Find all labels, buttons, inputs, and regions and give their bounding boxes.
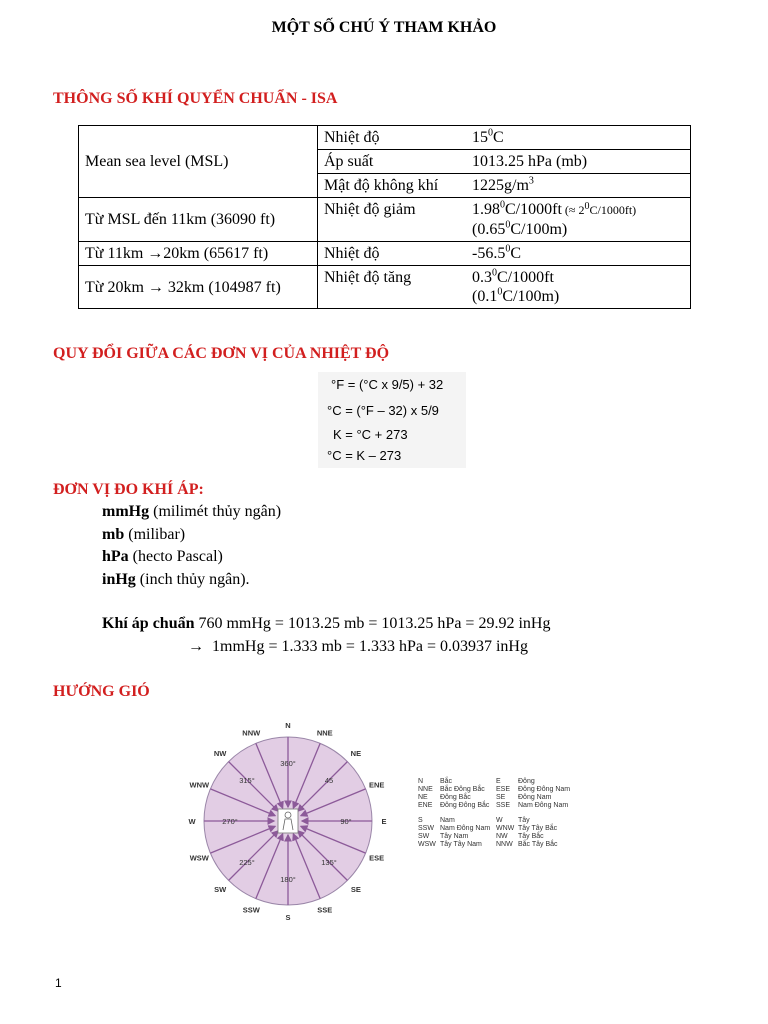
legend-group-north: [418, 778, 608, 810]
legend-row: [418, 841, 608, 849]
legend-row: [418, 794, 608, 802]
legend-row: [418, 825, 608, 833]
param-label: Nhiệt độ: [324, 129, 380, 146]
legend-code: NE: [418, 794, 428, 801]
compass-label-ese: ESE: [369, 853, 385, 863]
param-label: Nhiệt độ giảm: [324, 201, 416, 218]
arrow-icon: →: [147, 278, 164, 296]
formula-k-to-c: °C = K – 273: [327, 448, 402, 463]
arrow-icon: →: [147, 245, 164, 262]
param-value-secondary: $(0.1^0C/100m)$: [472, 286, 560, 305]
legend-code: SW: [418, 833, 430, 840]
legend-code: N: [418, 778, 424, 785]
legend-code: SSW: [418, 825, 434, 832]
legend-meaning: Tây Bắc: [518, 833, 544, 840]
msl-label: Mean sea level (MSL): [79, 126, 318, 198]
legend-meaning: Tây: [518, 817, 530, 824]
wind-heading: HƯỚNG GIÓ: [53, 683, 150, 700]
layer-tropopause: [318, 242, 691, 266]
legend-row: [418, 833, 608, 841]
legend-code: NNE: [418, 786, 433, 793]
legend-meaning: Tây Nam: [440, 833, 469, 840]
compass-label-n: N: [285, 721, 291, 730]
compass-label-wsw: WSW: [189, 853, 209, 863]
compass-label-ssw: SSW: [242, 905, 260, 915]
legend-meaning: Bắc Tây Bắc: [518, 841, 558, 848]
param-value: $15^0C$: [472, 127, 504, 146]
param-label: Nhiệt độ tăng: [324, 269, 412, 286]
param-label: Mật độ không khí: [324, 177, 439, 194]
compass-label-sw: SW: [214, 884, 227, 894]
legend-code: E: [496, 778, 501, 785]
compass-label-wnw: WNW: [189, 780, 210, 790]
param-value-secondary: (0.65$^0$C/100m): [472, 219, 568, 238]
degree-label: 315°: [239, 775, 255, 785]
legend-code: SSE: [496, 802, 511, 809]
param-value: -56.5$^0$C: [472, 243, 521, 262]
param-value: 1.98$^0$C/1000ft (≈ $2^0C/1000ft$): [472, 199, 637, 218]
legend-meaning: Đông Bắc: [440, 794, 471, 801]
msl-row-density: [318, 174, 691, 198]
legend-meaning: Nam Đông Nam: [440, 825, 491, 832]
legend-code: ESE: [496, 786, 511, 793]
param-label: Nhiệt độ: [324, 245, 380, 262]
compass-rose: [160, 715, 420, 925]
compass-label-e: E: [381, 817, 387, 826]
layer-range-stratosphere: Từ 20km → 32km (104987 ft): [79, 266, 318, 309]
layer-troposphere: [318, 198, 691, 242]
unit-inhg: inHg (inch thủy ngân).: [102, 571, 250, 588]
standard-pressure-label: Khí áp chuẩn: [102, 615, 195, 632]
temperature-heading: QUY ĐỔI GIỮA CÁC ĐƠN VỊ CỦA NHIỆT ĐỘ: [53, 345, 390, 362]
isa-heading: THÔNG SỐ KHÍ QUYỂN CHUẨN - ISA: [53, 90, 338, 107]
legend-row: [418, 802, 608, 810]
page-number: 1: [55, 976, 62, 990]
compass-label-se: SE: [350, 884, 361, 894]
isa-table: [78, 125, 691, 309]
pressure-conversion: → 1mmHg = 1.333 mb = 1.333 hPa = 0.03937 inHg: [188, 638, 528, 655]
param-label: Áp suất: [324, 153, 374, 170]
compass-label-ene: ENE: [368, 780, 385, 790]
legend-meaning: Bắc: [440, 778, 453, 785]
legend-meaning: Bắc Đông Bắc: [440, 786, 485, 793]
formula-box: [318, 372, 466, 468]
compass-legend: [418, 778, 608, 849]
degree-label: 90°: [340, 817, 352, 826]
legend-code: WSW: [418, 841, 436, 848]
param-value: $1225g/m^3$: [472, 175, 534, 194]
legend-group-south: [418, 817, 608, 849]
degree-label: 180°: [280, 875, 296, 884]
legend-row: [418, 786, 608, 794]
pressure-heading: ĐƠN VỊ ĐO KHÍ ÁP:: [53, 481, 204, 498]
legend-meaning: Tây Tây Nam: [440, 841, 482, 848]
formula-c-to-f: °F = (°C x 9/5) + 32: [331, 377, 444, 392]
legend-meaning: Nam: [440, 817, 455, 824]
legend-code: NNW: [496, 841, 513, 848]
legend-code: ENE: [418, 802, 433, 809]
unit-mb: mb (milibar): [102, 526, 186, 543]
msl-row-temperature: [318, 126, 691, 150]
observer-box: [278, 809, 298, 833]
document-title: MỘT SỐ CHÚ Ý THAM KHẢO: [271, 19, 497, 36]
legend-code: W: [496, 817, 503, 824]
degree-label: 270°: [222, 817, 238, 826]
compass-label-w: W: [188, 817, 196, 826]
legend-meaning: Tây Tây Bắc: [518, 825, 558, 832]
layer-range-tropopause: Từ 11km →20km (65617 ft): [79, 242, 318, 266]
degree-label: 225°: [239, 858, 255, 868]
msl-row-pressure: [318, 150, 691, 174]
param-value: 1013.25 hPa (mb): [472, 153, 588, 170]
legend-meaning: Đông Nam: [518, 794, 552, 801]
legend-meaning: Đông: [518, 778, 535, 785]
compass-label-nnw: NNW: [242, 728, 261, 738]
param-value: $0.3^0C/1000ft$: [472, 267, 554, 286]
compass-label-sse: SSE: [317, 905, 333, 915]
compass-label-ne: NE: [350, 749, 362, 759]
legend-code: SE: [496, 794, 506, 801]
arrow-icon: →: [188, 638, 204, 655]
formula-f-to-c: °C = (°F – 32) x 5/9: [327, 403, 439, 418]
legend-row: [418, 817, 608, 825]
compass-label-nne: NNE: [316, 728, 333, 738]
legend-code: NW: [496, 833, 508, 840]
legend-meaning: Đông Đông Nam: [518, 786, 571, 793]
legend-code: WNW: [496, 825, 515, 832]
layer-range-troposphere: Từ MSL đến 11km (36090 ft): [79, 198, 318, 242]
layer-stratosphere: [318, 266, 691, 309]
degree-label: 360°: [280, 759, 296, 768]
unit-mmhg: mmHg (milimét thủy ngân): [102, 503, 282, 520]
degree-label: 45: [324, 775, 334, 785]
compass-label-s: S: [285, 913, 291, 922]
standard-pressure: Khí áp chuẩn 760 mmHg = 1013.25 mb = 1013.25 hPa = 29.92 inHg: [102, 615, 551, 632]
degree-label: 135°: [321, 858, 337, 868]
unit-hpa: hPa (hecto Pascal): [102, 548, 223, 565]
legend-meaning: Nam Đông Nam: [518, 802, 569, 809]
legend-code: S: [418, 817, 423, 824]
legend-row: [418, 778, 608, 786]
formula-c-to-k: K = °C + 273: [333, 427, 408, 442]
compass-label-nw: NW: [213, 749, 227, 759]
legend-meaning: Đông Đông Bắc: [440, 802, 490, 809]
